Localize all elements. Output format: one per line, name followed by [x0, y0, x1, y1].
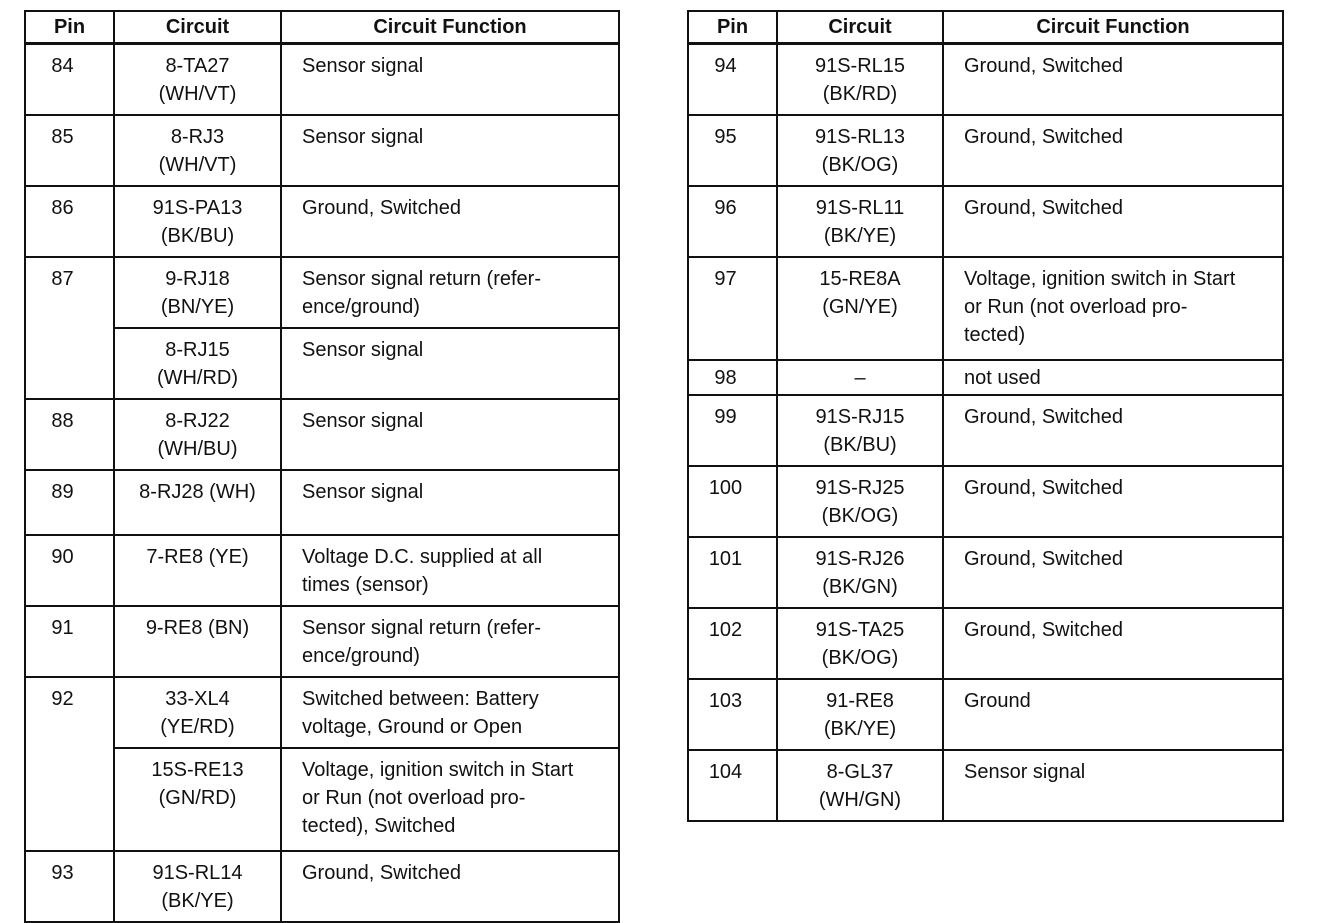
function-cell: Sensor signal: [281, 328, 619, 399]
pin-cell: 94: [688, 44, 777, 116]
pin-cell: 88: [25, 399, 114, 470]
circuit-cell: 91-RE8 (BK/YE): [777, 679, 943, 750]
pin-cell: 86: [25, 186, 114, 257]
function-cell: Ground, Switched: [943, 115, 1283, 186]
function-cell: Sensor signal return (refer- ence/ground): [281, 257, 619, 328]
table-row: [688, 360, 1283, 395]
table-row: [25, 851, 619, 922]
pin-cell: 91: [25, 606, 114, 677]
function-cell: Ground, Switched: [943, 186, 1283, 257]
circuit-cell: 8-GL37 (WH/GN): [777, 750, 943, 821]
pin-cell: 87: [25, 257, 114, 399]
circuit-header: Circuit: [114, 11, 281, 44]
pin-header: Pin: [25, 11, 114, 44]
circuit-cell: 15-RE8A (GN/YE): [777, 257, 943, 360]
circuit-cell: 91S-RL14 (BK/YE): [114, 851, 281, 922]
circuit-cell: 91S-RJ25 (BK/OG): [777, 466, 943, 537]
table-row: [25, 399, 619, 470]
table-row: [25, 470, 619, 535]
table-row: [688, 395, 1283, 466]
circuit-cell: 7-RE8 (YE): [114, 535, 281, 606]
table-row: [688, 750, 1283, 821]
circuit-cell: 91S-RJ15 (BK/BU): [777, 395, 943, 466]
function-cell: Sensor signal return (refer- ence/ground): [281, 606, 619, 677]
function-header: Circuit Function: [281, 11, 619, 44]
table-row: [688, 257, 1283, 360]
pin-cell: 90: [25, 535, 114, 606]
circuit-cell: 91S-RL13 (BK/OG): [777, 115, 943, 186]
pin-cell: 99: [688, 395, 777, 466]
table-row: [688, 608, 1283, 679]
table-row: [688, 537, 1283, 608]
pin-cell: 103: [688, 679, 777, 750]
circuit-cell: 91S-TA25 (BK/OG): [777, 608, 943, 679]
pin-cell: 95: [688, 115, 777, 186]
pin-cell: 92: [25, 677, 114, 851]
circuit-cell: 91S-RL11 (BK/YE): [777, 186, 943, 257]
circuit-cell: 33-XL4 (YE/RD): [114, 677, 281, 748]
function-cell: Ground, Switched: [943, 608, 1283, 679]
function-cell: Sensor signal: [281, 44, 619, 116]
pin-cell: 89: [25, 470, 114, 535]
table-row: [25, 44, 619, 116]
function-cell: Voltage, ignition switch in Start or Run (not overload pro- tected): [943, 257, 1283, 360]
circuit-cell: 8-RJ28 (WH): [114, 470, 281, 535]
table-row: [25, 257, 619, 328]
pin-cell: 104: [688, 750, 777, 821]
function-cell: Sensor signal: [281, 115, 619, 186]
pin-cell: 97: [688, 257, 777, 360]
table-row: [688, 44, 1283, 116]
table-row: [25, 748, 619, 851]
function-header: Circuit Function: [943, 11, 1283, 44]
function-cell: Sensor signal: [281, 399, 619, 470]
function-cell: Sensor signal: [281, 470, 619, 535]
circuit-cell: 9-RE8 (BN): [114, 606, 281, 677]
circuit-cell: 91S-PA13 (BK/BU): [114, 186, 281, 257]
function-cell: Ground, Switched: [943, 44, 1283, 116]
pin-table-left: [24, 10, 620, 923]
circuit-cell: 15S-RE13 (GN/RD): [114, 748, 281, 851]
circuit-header: Circuit: [777, 11, 943, 44]
function-cell: Ground, Switched: [943, 395, 1283, 466]
circuit-cell: 91S-RL15 (BK/RD): [777, 44, 943, 116]
table-row: [688, 186, 1283, 257]
circuit-cell: 9-RJ18 (BN/YE): [114, 257, 281, 328]
function-cell: Sensor signal: [943, 750, 1283, 821]
circuit-cell: 8-RJ3 (WH/VT): [114, 115, 281, 186]
function-cell: not used: [943, 360, 1283, 395]
table-row: [25, 606, 619, 677]
pin-cell: 98: [688, 360, 777, 395]
pin-header: Pin: [688, 11, 777, 44]
table-row: [25, 115, 619, 186]
table-row: [25, 535, 619, 606]
pin-cell: 102: [688, 608, 777, 679]
function-cell: Ground, Switched: [943, 466, 1283, 537]
table-row: [25, 677, 619, 748]
pin-cell: 84: [25, 44, 114, 116]
function-cell: Voltage D.C. supplied at all times (sensor): [281, 535, 619, 606]
function-cell: Ground, Switched: [281, 186, 619, 257]
circuit-cell: 8-TA27 (WH/VT): [114, 44, 281, 116]
table-row: [688, 115, 1283, 186]
pin-cell: 85: [25, 115, 114, 186]
circuit-cell: 8-RJ15 (WH/RD): [114, 328, 281, 399]
function-cell: Ground: [943, 679, 1283, 750]
circuit-cell: 8-RJ22 (WH/BU): [114, 399, 281, 470]
header-row: [25, 11, 619, 44]
table-row: [25, 186, 619, 257]
function-cell: Ground, Switched: [281, 851, 619, 922]
pin-cell: 100: [688, 466, 777, 537]
circuit-cell: 91S-RJ26 (BK/GN): [777, 537, 943, 608]
table-row: [688, 679, 1283, 750]
table-row: [688, 466, 1283, 537]
header-row: [688, 11, 1283, 44]
pin-table-right: [687, 10, 1284, 822]
function-cell: Switched between: Battery voltage, Ground or Open: [281, 677, 619, 748]
pin-cell: 96: [688, 186, 777, 257]
pin-cell: 101: [688, 537, 777, 608]
function-cell: Ground, Switched: [943, 537, 1283, 608]
table-row: [25, 328, 619, 399]
function-cell: Voltage, ignition switch in Start or Run (not overload pro- tected), Switched: [281, 748, 619, 851]
circuit-cell: –: [777, 360, 943, 395]
pin-cell: 93: [25, 851, 114, 922]
